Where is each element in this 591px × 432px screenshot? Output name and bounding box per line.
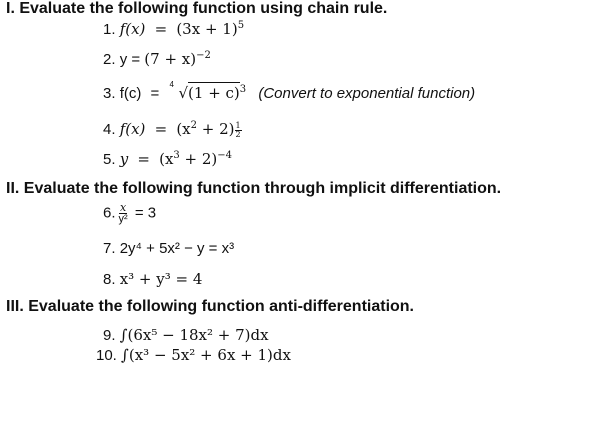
exponent-denominator: 2 (235, 130, 241, 139)
problem-number: 10. (96, 347, 117, 364)
equals-sign: = (150, 85, 160, 102)
problem-lhs: f(c) (119, 85, 142, 102)
problem-lhs: f(x) (119, 120, 146, 138)
problem-9 (103, 326, 269, 344)
equals-sign: = (137, 150, 150, 168)
inner-exponent: 3 (173, 150, 180, 161)
exponent: 5 (237, 20, 245, 31)
problem-rhs: (x (176, 120, 191, 138)
problem-3 (103, 80, 476, 102)
problem-number: 6. (103, 204, 116, 222)
exponent-numerator: 1 (235, 121, 241, 130)
problem-rhs-tail: + 2) (179, 150, 218, 168)
radical-sign-icon: √ (178, 84, 189, 102)
problem-expression: x³ + y³ = 4 (119, 270, 203, 288)
problem-number: 4. (103, 121, 116, 138)
exponent: −4 (217, 150, 233, 161)
problem-number: 2. (103, 51, 116, 68)
problem-rhs: 3 (147, 204, 157, 222)
equals-sign: = (154, 120, 168, 138)
problem-number: 8. (103, 271, 116, 288)
problem-2 (103, 50, 211, 68)
problem-note: (Convert to exponential function) (258, 85, 476, 102)
problem-lhs: y (119, 150, 129, 168)
problem-number: 3. (103, 85, 116, 102)
problem-number: 5. (103, 151, 116, 168)
section-1-heading: I. Evaluate the following function using chain rule. (6, 0, 388, 17)
problem-rhs-tail: + 2) (197, 120, 235, 138)
fourth-root (168, 80, 247, 102)
problem-10 (96, 346, 291, 364)
problem-expression: ∫(x³ − 5x² + 6x + 1)dx (121, 346, 291, 364)
exponent: 3 (239, 84, 247, 95)
section-3-heading: III. Evaluate the following function anti-differentiation. (6, 298, 414, 315)
problem-expression: 2y⁴ + 5x² − y = x³ (119, 240, 235, 257)
problem-7 (103, 240, 234, 257)
radicand: (1 + c) (188, 84, 240, 102)
problem-number: 9. (103, 327, 116, 344)
problem-lhs: f(x) (119, 20, 146, 38)
problem-number: 7. (103, 240, 116, 257)
problem-number: 1. (103, 21, 116, 38)
problem-8 (103, 270, 202, 288)
problem-expression: ∫(6x⁵ − 18x² + 7)dx (119, 326, 269, 344)
equals-sign: = (134, 204, 144, 222)
root-index: 4 (169, 80, 174, 89)
inner-exponent: 2 (190, 120, 198, 131)
equals-sign: = (154, 20, 168, 38)
fractional-exponent (235, 122, 242, 139)
section-2-heading: II. Evaluate the following function through implicit differentiation. (6, 180, 502, 197)
fraction (118, 202, 129, 225)
problem-rhs: (7 + x) (144, 50, 197, 68)
fraction-numerator: x (119, 201, 127, 214)
problem-5 (103, 150, 232, 168)
problem-1 (103, 20, 244, 38)
equals-sign: = (131, 51, 141, 68)
fraction-denominator: y² (118, 213, 128, 225)
problem-6 (103, 202, 156, 225)
exponent: −2 (196, 50, 211, 61)
problem-4 (103, 120, 242, 139)
problem-lhs: y (119, 51, 128, 68)
problem-rhs: (3x + 1) (176, 20, 238, 38)
problem-rhs: (x (159, 150, 174, 168)
